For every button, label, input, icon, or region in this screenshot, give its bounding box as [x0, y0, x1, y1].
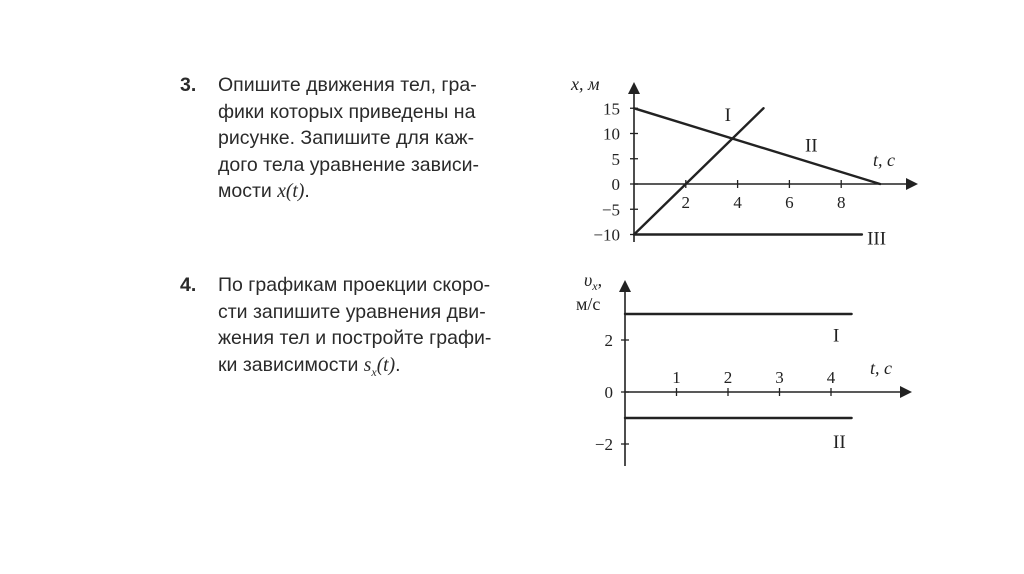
- problem-4-line: ки зависимости: [218, 353, 364, 376]
- y-axis-units: м/с: [576, 294, 601, 314]
- y-tick-label: 0: [611, 175, 620, 194]
- x-tick-label: 4: [733, 193, 742, 212]
- y-tick-label: −5: [601, 200, 620, 220]
- problem-3-formula: x(t): [277, 181, 305, 202]
- problem-3-line: Опишите движения тел, гра-: [218, 74, 477, 96]
- problem-4-formula-main: s: [363, 354, 372, 376]
- x-tick-label: 2: [723, 368, 733, 387]
- problem-3-end: .: [304, 180, 310, 202]
- x-tick-label: 4: [826, 368, 836, 387]
- y-axis-arrow: [619, 280, 631, 292]
- series-label-iii: III: [867, 228, 887, 250]
- y-axis-label: $\upsilon_x$,: [584, 270, 603, 293]
- problem-4-line: По графикам проекции скоро-: [218, 274, 491, 296]
- x-tick-label: 1: [672, 368, 681, 387]
- problem-4-line: жения тел и постройте графи-: [218, 327, 492, 349]
- problem-3-line: фики которых приведены на: [218, 100, 476, 123]
- problem-3-line: дого тела уравнение зависи-: [218, 153, 480, 176]
- x-tick-label: 2: [681, 193, 691, 212]
- problem-4-number: 4.: [180, 274, 197, 296]
- y-axis-label: x, м: [571, 74, 600, 94]
- problem-4-end: .: [395, 353, 401, 376]
- problem-3-number: 3.: [180, 74, 197, 96]
- y-tick-label: 2: [604, 331, 613, 350]
- problem-3-line: мости: [218, 180, 278, 202]
- series-label-ii: II: [833, 431, 846, 453]
- series-label-i: I: [724, 104, 731, 126]
- y-tick-label: 15: [603, 99, 620, 119]
- x-axis-label: t, с: [873, 150, 895, 170]
- x-tick-label: 8: [836, 193, 846, 212]
- y-tick-label: 0: [604, 383, 613, 402]
- series-label-i: I: [833, 325, 840, 347]
- y-tick-label: 5: [611, 149, 620, 169]
- y-tick-label: −2: [594, 435, 613, 454]
- x-tick-label: 3: [775, 368, 784, 387]
- problem-4-formula-arg: (t): [376, 354, 396, 376]
- y-tick-label: 10: [603, 124, 620, 144]
- x-axis-arrow: [900, 386, 912, 398]
- problem-4-line: сти запишите уравнения дви-: [218, 300, 486, 323]
- series-label-ii: II: [804, 135, 818, 157]
- x-tick-label: 6: [785, 193, 794, 212]
- problem-4-formula-sub: x: [371, 364, 377, 379]
- y-tick-label: −10: [593, 225, 620, 245]
- x-axis-label: t, с: [870, 358, 892, 378]
- problem-3-line: рисунке. Запишите для каж-: [218, 127, 475, 149]
